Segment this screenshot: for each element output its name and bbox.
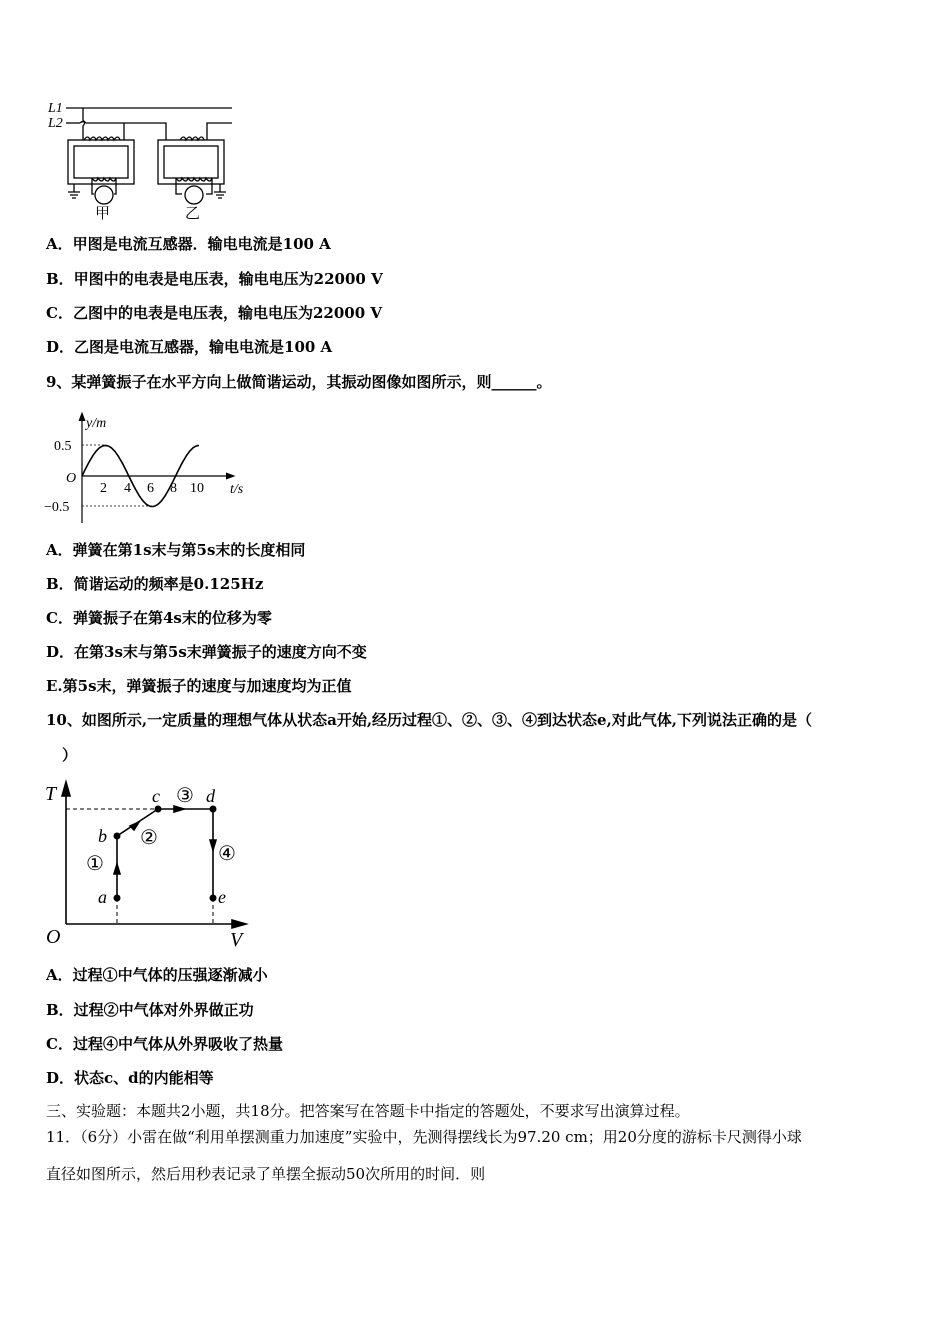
x-tick: 8	[170, 481, 177, 496]
point-c: c	[152, 786, 160, 806]
q9-option-d: D．在第3s末与第5s末弹簧振子的速度方向不变	[46, 643, 367, 661]
q9-option-b: B．简谐运动的频率是0.125Hz	[46, 575, 264, 593]
label-yi: 乙	[185, 206, 201, 220]
q9-option-a: A．弹簧在第1s末与第5s末的长度相同	[46, 541, 306, 559]
q10-stem: 10、如图所示,一定质量的理想气体从状态a开始,经历过程①、②、③、④到达状态e,对此气体,下列说法正确的是（	[46, 711, 813, 729]
v-axis-label: V	[230, 929, 243, 950]
q8-option-d: D．乙图是电流互感器，输电电流是100 A	[46, 338, 333, 356]
q10-option-b: B．过程②中气体对外界做正功	[46, 1001, 254, 1019]
q10-option-c: C．过程④中气体从外界吸收了热量	[46, 1035, 283, 1053]
x-axis-label: t/s	[230, 482, 244, 497]
q9-stem: 9、某弹簧振子在水平方向上做简谐运动，其振动图像如图所示，则______。	[46, 373, 552, 391]
label-jia: 甲	[95, 206, 111, 220]
transformer-diagram	[44, 96, 244, 220]
q9-option-c: C．弹簧振子在第4s末的位移为零	[46, 609, 272, 627]
q10-option-d: D．状态c、d的内能相等	[46, 1069, 214, 1087]
x-tick: 2	[100, 481, 107, 496]
q8-option-c: C．乙图中的电表是电压表，输电电压为22000 V	[46, 304, 382, 322]
t-axis-label: T	[45, 783, 57, 805]
point-a: a	[98, 887, 107, 907]
process-4: ④	[218, 843, 236, 865]
q8-option-b: B．甲图中的电表是电压表，输电电压为22000 V	[46, 270, 383, 288]
q11-line-1: 11．（6分）小雷在做“利用单摆测重力加速度”实验中，先测得摆线长为97.20 cm；用20分度的游标卡尺测得小球	[46, 1128, 802, 1146]
point-b: b	[98, 826, 107, 846]
process-3: ③	[176, 785, 194, 807]
x-tick: 10	[190, 481, 204, 496]
q8-option-a: A．甲图是电流互感器．输电电流是100 A	[46, 235, 331, 253]
y-tick: −0.5	[44, 500, 70, 515]
q9-option-e: E.第5s末，弹簧振子的速度与加速度均为正值	[46, 677, 352, 695]
y-axis-label: y/m	[86, 416, 107, 431]
origin-label: O	[46, 926, 61, 948]
q10-option-a: A．过程①中气体的压强逐渐减小	[46, 966, 268, 984]
y-tick: 0.5	[54, 439, 72, 454]
process-2: ②	[140, 827, 158, 849]
oscillation-graph	[40, 405, 250, 525]
q11-line-2: 直径如图所示，然后用秒表记录了单摆全振动50次所用的时间．则	[46, 1165, 486, 1183]
l1-label: L1	[48, 101, 63, 116]
section-3-heading: 三、实验题：本题共2小题，共18分。把答案写在答题卡中指定的答题处，不要求写出演算过程。	[46, 1102, 690, 1120]
point-e: e	[218, 887, 226, 907]
point-d: d	[206, 786, 215, 806]
l2-label: L2	[48, 116, 63, 131]
t-v-diagram	[42, 778, 257, 950]
process-1: ①	[86, 853, 104, 875]
q10-stem-end: ）	[62, 746, 78, 764]
x-tick: 6	[147, 481, 154, 496]
x-tick: 4	[124, 481, 131, 496]
origin-label: O	[66, 471, 77, 486]
